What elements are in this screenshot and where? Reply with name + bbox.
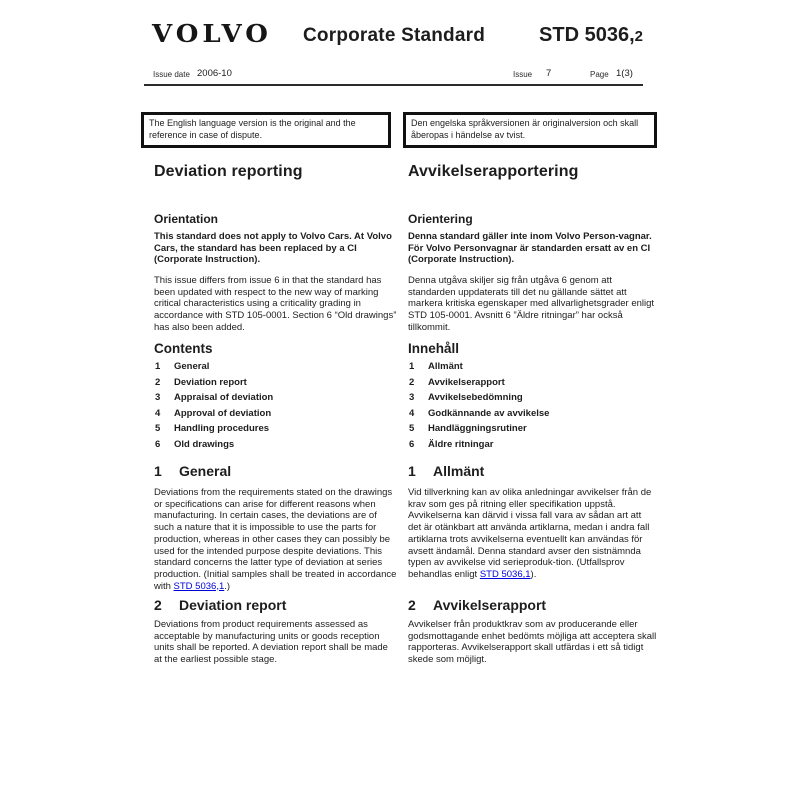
toc-num: 6 [155, 438, 161, 450]
toc-item [154, 361, 398, 377]
toc-num: 5 [409, 423, 415, 435]
toc-label: Avvikelsebedömning [428, 392, 523, 404]
orientation-lead-en: This standard does not apply to Volvo Cars. At Volvo Cars, the standard has been replaced by a CI (Corporate Instruction). [154, 231, 392, 266]
orientation-body-sv: Denna utgåva skiljer sig från utgåva 6 genom att standarden uppdaterats till det nu gällande sättet att markera kritiska egenskaper med allvarlighetsgrader enligt STD 105-0001. Avsnitt 6 ”Äldre ritningar” har också tillkommit. [408, 275, 655, 333]
toc-item [154, 377, 398, 393]
toc-num: 4 [409, 407, 415, 419]
table-of-contents-en [154, 361, 398, 455]
title-sv: Avvikelserapportering [408, 163, 579, 180]
orientation-heading-en: Orientation [154, 212, 219, 226]
toc-item [154, 439, 398, 455]
toc-num: 6 [409, 438, 415, 450]
section-title: Deviation report [179, 597, 287, 613]
orientation-lead-sv: Denna standard gäller inte inom Volvo Person-vagnar. För Volvo Personvagnar är standarden ersatt av en CI (Corporate Instruction). [408, 231, 652, 266]
column-swedish [408, 163, 657, 723]
toc-num: 1 [409, 361, 415, 372]
toc-item [408, 408, 657, 424]
toc-item [154, 423, 398, 439]
contents-heading-en: Contents [154, 341, 213, 356]
section2-heading-sv [408, 597, 657, 613]
page-label: Page [590, 70, 609, 79]
toc-num: 4 [155, 407, 161, 419]
toc-label: Appraisal of deviation [174, 392, 274, 404]
toc-label: Handläggningsrutiner [428, 423, 527, 435]
title-en: Deviation reporting [154, 163, 303, 180]
body-text: .) [224, 580, 231, 592]
toc-num: 1 [155, 361, 161, 372]
section1-body-sv [408, 487, 657, 581]
section2-body-sv: Avvikelser från produktkrav som av producerande eller godsmottagande enhet bedömts möjliga att acceptera skall rapporteras. Avvikelserapport skall utfärdas i ett så tidigt skede som möjligt. [408, 619, 657, 666]
section-number: 2 [154, 597, 162, 613]
contents-heading-sv: Innehåll [408, 341, 460, 356]
toc-label: Allmänt [428, 361, 463, 372]
toc-label: Godkännande av avvikelse [428, 407, 550, 419]
toc-label: Deviation report [174, 376, 247, 388]
notice-box-swedish: Den engelska språkversionen är originalversion och skall åberopas i händelse av tvist. [403, 112, 657, 148]
doc-number [539, 24, 643, 47]
column-english [154, 163, 398, 723]
toc-num: 2 [409, 376, 415, 388]
toc-item [408, 361, 657, 377]
section1-heading-sv [408, 463, 657, 479]
section-number: 1 [154, 463, 162, 479]
std-5036-1-link-sv[interactable]: STD 5036,1 [479, 568, 531, 580]
notice-box-english: The English language version is the original and the reference in case of dispute. [141, 112, 391, 148]
doc-number-main: STD 5036, [539, 24, 635, 46]
section-title: General [179, 463, 232, 479]
toc-label: Old drawings [174, 438, 235, 450]
toc-label: Äldre ritningar [428, 438, 494, 450]
section1-body-en [154, 487, 398, 592]
volvo-logo: VOLVO [152, 21, 272, 49]
toc-label: Handling procedures [174, 423, 270, 435]
toc-item [408, 377, 657, 393]
header-rule [144, 84, 643, 86]
toc-label: General [174, 361, 210, 372]
toc-item [408, 423, 657, 439]
section-number: 1 [408, 463, 416, 479]
toc-item [408, 439, 657, 455]
body-text: ). [530, 568, 537, 580]
page-value: 1(3) [616, 68, 633, 79]
doc-type-title: Corporate Standard [303, 25, 486, 46]
toc-label: Avvikelserapport [428, 376, 505, 388]
orientation-body-en: This issue differs from issue 6 in that the standard has been updated with respect to the new way of marking critical characteristics using a criticality grading in accordance with STD 105-0001. Section 6 “Old drawings” has also been added. [154, 275, 397, 333]
toc-num: 5 [155, 423, 161, 435]
doc-number-suffix: 2 [634, 28, 643, 45]
table-of-contents-sv [408, 361, 657, 455]
toc-item [154, 408, 398, 424]
issue-value: 7 [546, 68, 552, 79]
toc-item [408, 392, 657, 408]
toc-label: Approval of deviation [174, 407, 272, 419]
section2-body-en: Deviations from product requirements assessed as acceptable by manufacturing units or goods reception units shall be reported. A deviation report shall be made at the earliest possible stage. [154, 619, 388, 666]
toc-num: 3 [155, 392, 161, 404]
std-5036-1-link-en[interactable]: STD 5036,1 [173, 580, 225, 592]
section-title: Allmänt [433, 463, 485, 479]
toc-num: 3 [409, 392, 415, 404]
body-text: Deviations from the requirements stated on the drawings or specifications can arise for different reasons when manufacturing. In certain cases, the deviations are of such a nature that it is impossible to use the parts for production, whereas in other cases they can possibly be used for the intended purpose despite deviations. This standard concerns the latter type of deviation at series production. (Initial samples shall be treated in accordance with [154, 487, 397, 592]
issue-date-value: 2006-10 [197, 68, 232, 79]
toc-num: 2 [155, 376, 161, 388]
section-number: 2 [408, 597, 416, 613]
toc-item [154, 392, 398, 408]
body-text: Vid tillverkning kan av olika anledningar avvikelser från de krav som ges på ritning eller specifikation uppstå. Avvikelserna kan därvid i vissa fall vara av sådan art att det är otänkbart att använda artiklarna, medan i andra fall artiklarna trots avvikelserna eventuellt kan användas för avsett ändamål. Denna standard avser den sistnämnda typen av avvikelse vid serieproduk-tion. (Utfallsprov behandlas enligt [408, 487, 652, 580]
section-title: Avvikelserapport [433, 597, 547, 613]
section1-heading-en [154, 463, 398, 479]
issue-label: Issue [513, 70, 533, 79]
orientation-heading-sv: Orientering [408, 212, 473, 226]
issue-date-label: Issue date [153, 70, 190, 79]
section2-heading-en [154, 597, 398, 613]
